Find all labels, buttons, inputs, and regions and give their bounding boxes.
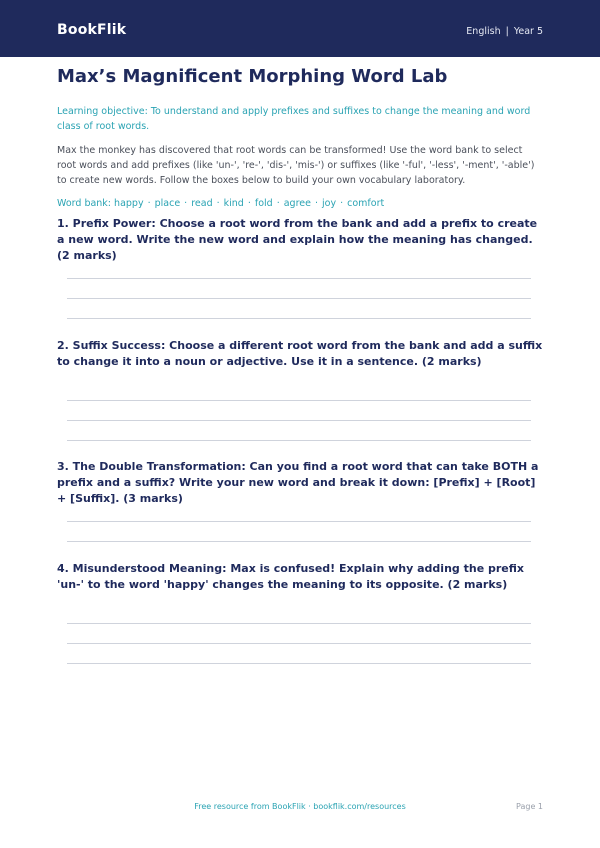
year-label: Year 5 bbox=[513, 26, 543, 37]
word-bank-word: read bbox=[191, 198, 213, 209]
word-bank-word: kind bbox=[223, 198, 244, 209]
word-bank: Word bank: happy · place · read · kind · fold · agree · joy · comfort bbox=[57, 198, 385, 209]
word-bank-word: agree bbox=[283, 198, 311, 209]
meta-separator: | bbox=[505, 26, 509, 37]
page-number: Page 1 bbox=[516, 802, 543, 811]
word-bank-word: comfort bbox=[347, 198, 385, 209]
question-text: 1. Prefix Power: Choose a root word from the bank and add a prefix to create a new word. Write the new word and explain how the meaning has changed. (2 marks) bbox=[57, 217, 538, 262]
answer-line[interactable] bbox=[67, 440, 531, 441]
answer-line[interactable] bbox=[67, 623, 531, 624]
question-4 bbox=[57, 561, 543, 593]
word-bank-word: fold bbox=[254, 198, 273, 209]
answer-line[interactable] bbox=[67, 400, 531, 401]
footer-credit-link[interactable]: Free resource from BookFlik · bookflik.com/resources bbox=[194, 802, 406, 811]
word-bank-label: Word bank: bbox=[57, 198, 112, 209]
page-title: Max’s Magnificent Morphing Word Lab bbox=[57, 66, 448, 87]
answer-line[interactable] bbox=[67, 643, 531, 644]
subject-year bbox=[466, 26, 543, 37]
page-header bbox=[0, 0, 600, 57]
brand-logo: BookFlik bbox=[57, 22, 127, 38]
question-text: 2. Suffix Success: Choose a different root word from the bank and add a suffix to change it into a noun or adjective. Use it in a sentence. (2 marks) bbox=[57, 339, 543, 368]
question-text: 4. Misunderstood Meaning: Max is confused! Explain why adding the prefix 'un-' to the word 'happy' changes the meaning to its opposite. (2 marks) bbox=[57, 562, 524, 591]
subject-label: English bbox=[466, 26, 501, 37]
answer-line[interactable] bbox=[67, 420, 531, 421]
intro-paragraph: Max the monkey has discovered that root words can be transformed! Use the word bank to select root words and add prefixes (like 'un-', 're-', 'dis-', 'mis-') or suffixes (like '-ful', '-less', '-ment', '-able') to create new words. Follow the boxes below to build your own vocabulary laboratory. bbox=[57, 145, 535, 186]
question-2 bbox=[57, 338, 543, 370]
answer-line[interactable] bbox=[67, 318, 531, 319]
question-text: 3. The Double Transformation: Can you find a root word that can take BOTH a prefix and a suffix? Write your new word and break it down: [Prefix] + [Root] + [Suffix]. (3 marks) bbox=[57, 460, 539, 505]
learning-objective: Learning objective: To understand and apply prefixes and suffixes to change the meaning and word class of root words. bbox=[57, 106, 531, 132]
word-bank-word: happy bbox=[114, 198, 144, 209]
worksheet-intro bbox=[57, 66, 543, 211]
answer-line[interactable] bbox=[67, 663, 531, 664]
word-bank-word: place bbox=[154, 198, 181, 209]
question-3 bbox=[57, 459, 543, 507]
answer-line[interactable] bbox=[67, 278, 531, 279]
answer-line[interactable] bbox=[67, 298, 531, 299]
page-footer bbox=[0, 802, 600, 816]
answer-line[interactable] bbox=[67, 521, 531, 522]
answer-line[interactable] bbox=[67, 541, 531, 542]
word-bank-word: joy bbox=[322, 198, 337, 209]
question-1 bbox=[57, 216, 543, 264]
